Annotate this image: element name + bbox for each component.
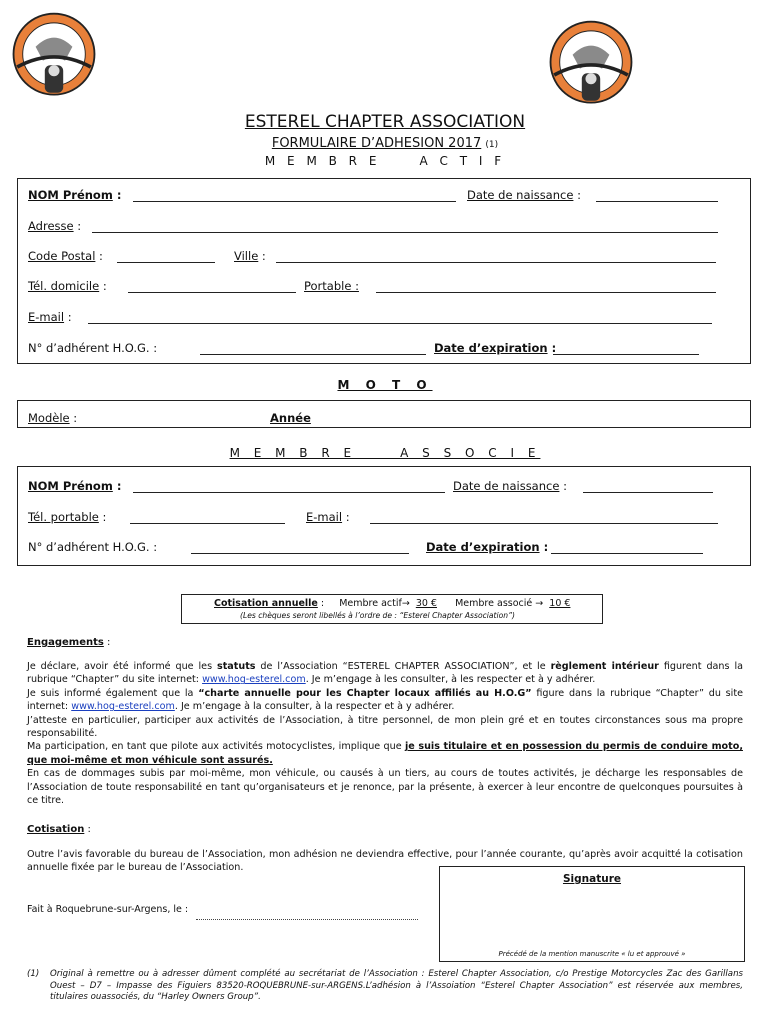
member-actif-box [17, 178, 751, 364]
cotisation-line: Cotisation annuelle : Membre actif→ 30 € Membre associé → 10 € [214, 598, 571, 609]
section-membre-actif: M E M B R E A C T I F [264, 154, 506, 168]
field-expiration[interactable] [553, 354, 699, 355]
moto-box [17, 400, 751, 428]
site-link-2[interactable]: www.hog-esterel.com [71, 701, 175, 713]
engagements-heading: Engagements : [27, 637, 111, 648]
cotisation-text: Outre l’avis favorable du bureau de l’Association, mon adhésion ne deviendra effective, pour l’année courante, qu’après avoir acquitté la cotisation annuelle fixée par le bureau de l’Association. [27, 849, 743, 874]
label-hog: N° d’adhérent H.O.G. : [28, 341, 158, 355]
label-assoc-date: Date de naissance : [453, 479, 567, 493]
field-hog[interactable] [200, 354, 426, 355]
label-code-postal: Code Postal : [28, 249, 103, 263]
engagements-text: Je déclare, avoir été informé que les statuts de l’Association “ESTEREL CHAPTER ASSOCIATION”, et le règlement intérieur figurent dans la rubrique “Chapter” du site internet: www.hog-esterel.com. Je m’engage à les consulter, à les respecter et à y adhérer. Je suis informé également que la “charte annuelle pour les Chapter locaux affiliés au H.O.G” figure dans la rubrique “Chapter” du site internet: www.hog-esterel.com. Je m’engage à la consulter, à la respecter et à y adhérer. J’atteste en particulier, participer aux activités de l’Association, à titre personnel, de mon plein gré et en toutes circonstances sous ma propre responsabilité. Ma participation, en tant que pilote aux activités motocyclistes, implique que je suis titulaire et en possession du permis de conduire moto, que moi-même et mon véhicule sont assurés. En cas de dommages subis par moi-même, mon véhicule, ou causés à un tiers, au cours de toutes activités, je décharge les responsables de l’Association de toute responsabilité en tant qu’organisateurs et je renonce, par la présente, à exercer à leur encontre de quelconques poursuites à ce titre. [27, 661, 743, 807]
field-assoc-hog[interactable] [191, 553, 409, 554]
field-email[interactable] [88, 323, 712, 324]
field-ville[interactable] [276, 262, 716, 263]
label-expiration: Date d’expiration : [434, 341, 557, 355]
label-ville: Ville : [234, 249, 266, 263]
field-assoc-expiration[interactable] [551, 553, 703, 554]
label-assoc-hog: N° d’adhérent H.O.G. : [28, 540, 158, 554]
label-email: E-mail : [28, 310, 72, 324]
signature-note: Précédé de la mention manuscrite « lu et approuvé » [498, 950, 686, 958]
field-date-naissance[interactable] [596, 201, 718, 202]
label-tel: Tél. domicile : [28, 279, 107, 293]
field-nom[interactable] [133, 201, 456, 202]
label-modele: Modèle : [28, 411, 78, 425]
label-date-naissance: Date de naissance : [467, 188, 581, 202]
section-moto: M O T O [337, 378, 433, 392]
field-assoc-nom[interactable] [133, 492, 445, 493]
label-adresse: Adresse : [28, 219, 82, 233]
field-code-postal[interactable] [117, 262, 215, 263]
footer-text: Original à remettre ou à adresser dûment complété au secrétariat de l’Association : Esterel Chapter Association, c/o Prestige Motorcycles Zac des Garillans Ouest – D7 – Impasse des Figuiers 83520-ROQUEBRUNE-sur-ARGENS.L’adhésion à l’Assoiation “Esterel Chapter Association” est réservée aux membres, titulaires ouassociés, du “Harley Owners Group”. [50, 969, 743, 1002]
field-adresse[interactable] [92, 232, 718, 233]
signature-label: Signature [562, 873, 622, 885]
field-tel[interactable] [128, 292, 296, 293]
label-annee: Année [270, 411, 311, 425]
cotisation-heading: Cotisation : [27, 824, 91, 835]
label-portable: Portable : [304, 279, 359, 293]
label-assoc-email: E-mail : [306, 510, 350, 524]
form-subtitle: FORMULAIRE D’ADHESION 2017 (1) [271, 136, 499, 151]
label-assoc-expiration: Date d’expiration : [426, 540, 549, 554]
chapter-logo-left [8, 10, 100, 102]
label-nom: NOM Prénom : [28, 188, 122, 202]
field-assoc-tel[interactable] [130, 523, 285, 524]
field-portable[interactable] [376, 292, 716, 293]
label-assoc-nom: NOM Prénom : [28, 479, 122, 493]
page-title: ESTEREL CHAPTER ASSOCIATION [244, 112, 526, 132]
site-link[interactable]: www.hog-esterel.com [202, 674, 306, 686]
field-date-fait[interactable] [196, 919, 418, 920]
footer-ref: (1) [27, 969, 40, 979]
label-assoc-tel: Tél. portable : [28, 510, 107, 524]
section-membre-associe: M E M B R E A S S O C I E [229, 446, 541, 460]
cotisation-note: (Les chèques seront libellés à l’ordre de : “Esterel Chapter Association”) [240, 611, 515, 620]
field-assoc-email[interactable] [370, 523, 718, 524]
field-assoc-date[interactable] [583, 492, 713, 493]
fait-a-label: Fait à Roquebrune-sur-Argens, le : [27, 904, 189, 915]
chapter-logo-right [545, 18, 637, 110]
